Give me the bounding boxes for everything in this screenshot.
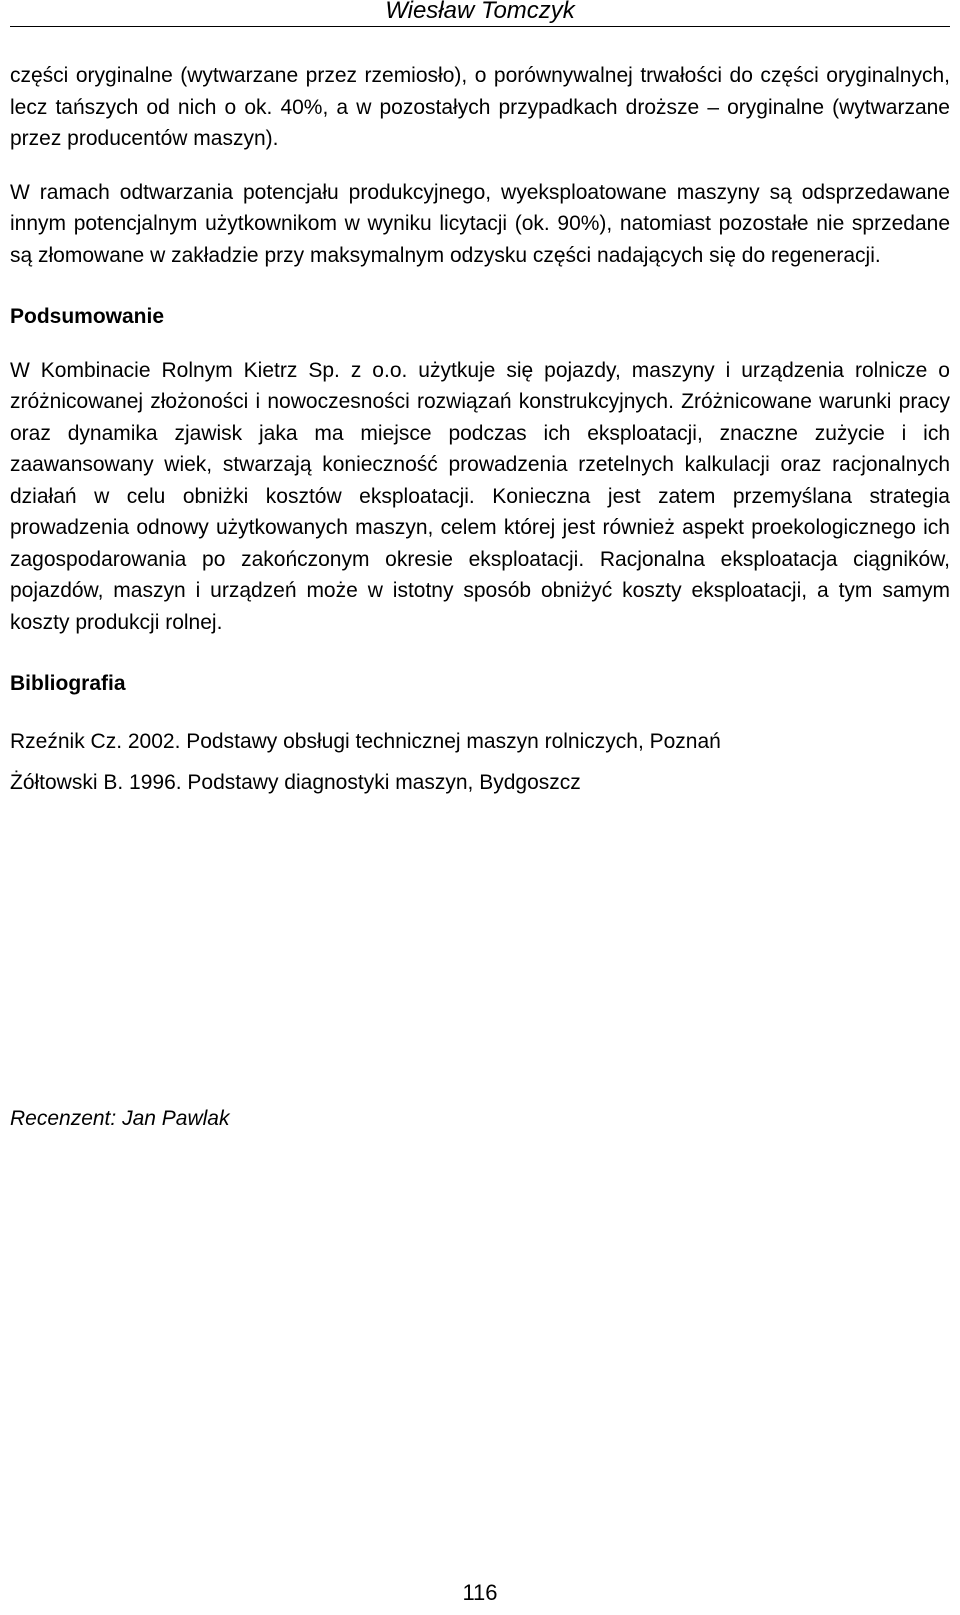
bibliography-item: Żółtowski B. 1996. Podstawy diagnostyki maszyn, Bydgoszcz: [10, 771, 581, 794]
body-paragraph-2: W ramach odtwarzania potencjału produkcyjnego, wyeksploatowane maszyny są odsprzedawane innym potencjalnym użytkownikom w wyniku licytacji (ok. 90%), natomiast pozostałe nie sprzedane są złomowane w zakładzie przy maksymalnym odzysku części nadających się do regeneracji.: [10, 180, 950, 267]
bibliography-item: Rzeźnik Cz. 2002. Podstawy obsługi technicznej maszyn rolniczych, Poznań: [10, 729, 721, 753]
summary-paragraph: W Kombinacie Rolnym Kietrz Sp. z o.o. użytkuje się pojazdy, maszyny i urządzenia rolnicze o zróżnicowanej złożoności i nowoczesności rozwiązań konstrukcyjnych. Zróżnicowane warunki pracy oraz dynamika zjawisk jaka ma miejsce podczas ich eksploatacji, znaczne zużycie i ich zaawansowany wiek, stwarzają konieczność prowadzenia rzetelnych kalkulacji oraz racjonalnych działań w celu obniżki kosztów eksploatacji. Konieczna jest zatem przemyślana strategia prowadzenia odnowy użytkowanych maszyn, celem której jest również aspekt proekologicznego ich zagospodarowania po zakończonym okresie eksploatacji. Racjonalna eksploatacja ciągników, pojazdów, maszyn i urządzeń może w istotny sposób obniżyć koszty eksploatacji, a tym samym koszty produkcji rolnej.: [10, 358, 950, 634]
summary-heading: Podsumowanie: [10, 305, 165, 328]
page-number: 116: [462, 1580, 498, 1605]
page-body: [10, 60, 950, 809]
bibliography-heading: Bibliografia: [10, 672, 126, 695]
body-paragraph-1: części oryginalne (wytwarzane przez rzemiosło), o porównywalnej trwałości do części oryginalnych, lecz tańszych od nich o ok. 40%, a w pozostałych przypadkach droższe – oryginalne (wytwarzane przez producentów maszyn).: [10, 64, 950, 150]
header-author: Wiesław Tomczyk: [385, 0, 575, 24]
bibliography-list: [10, 726, 950, 799]
running-header: [10, 0, 950, 27]
reviewer-note: Recenzent: Jan Pawlak: [10, 1107, 230, 1130]
